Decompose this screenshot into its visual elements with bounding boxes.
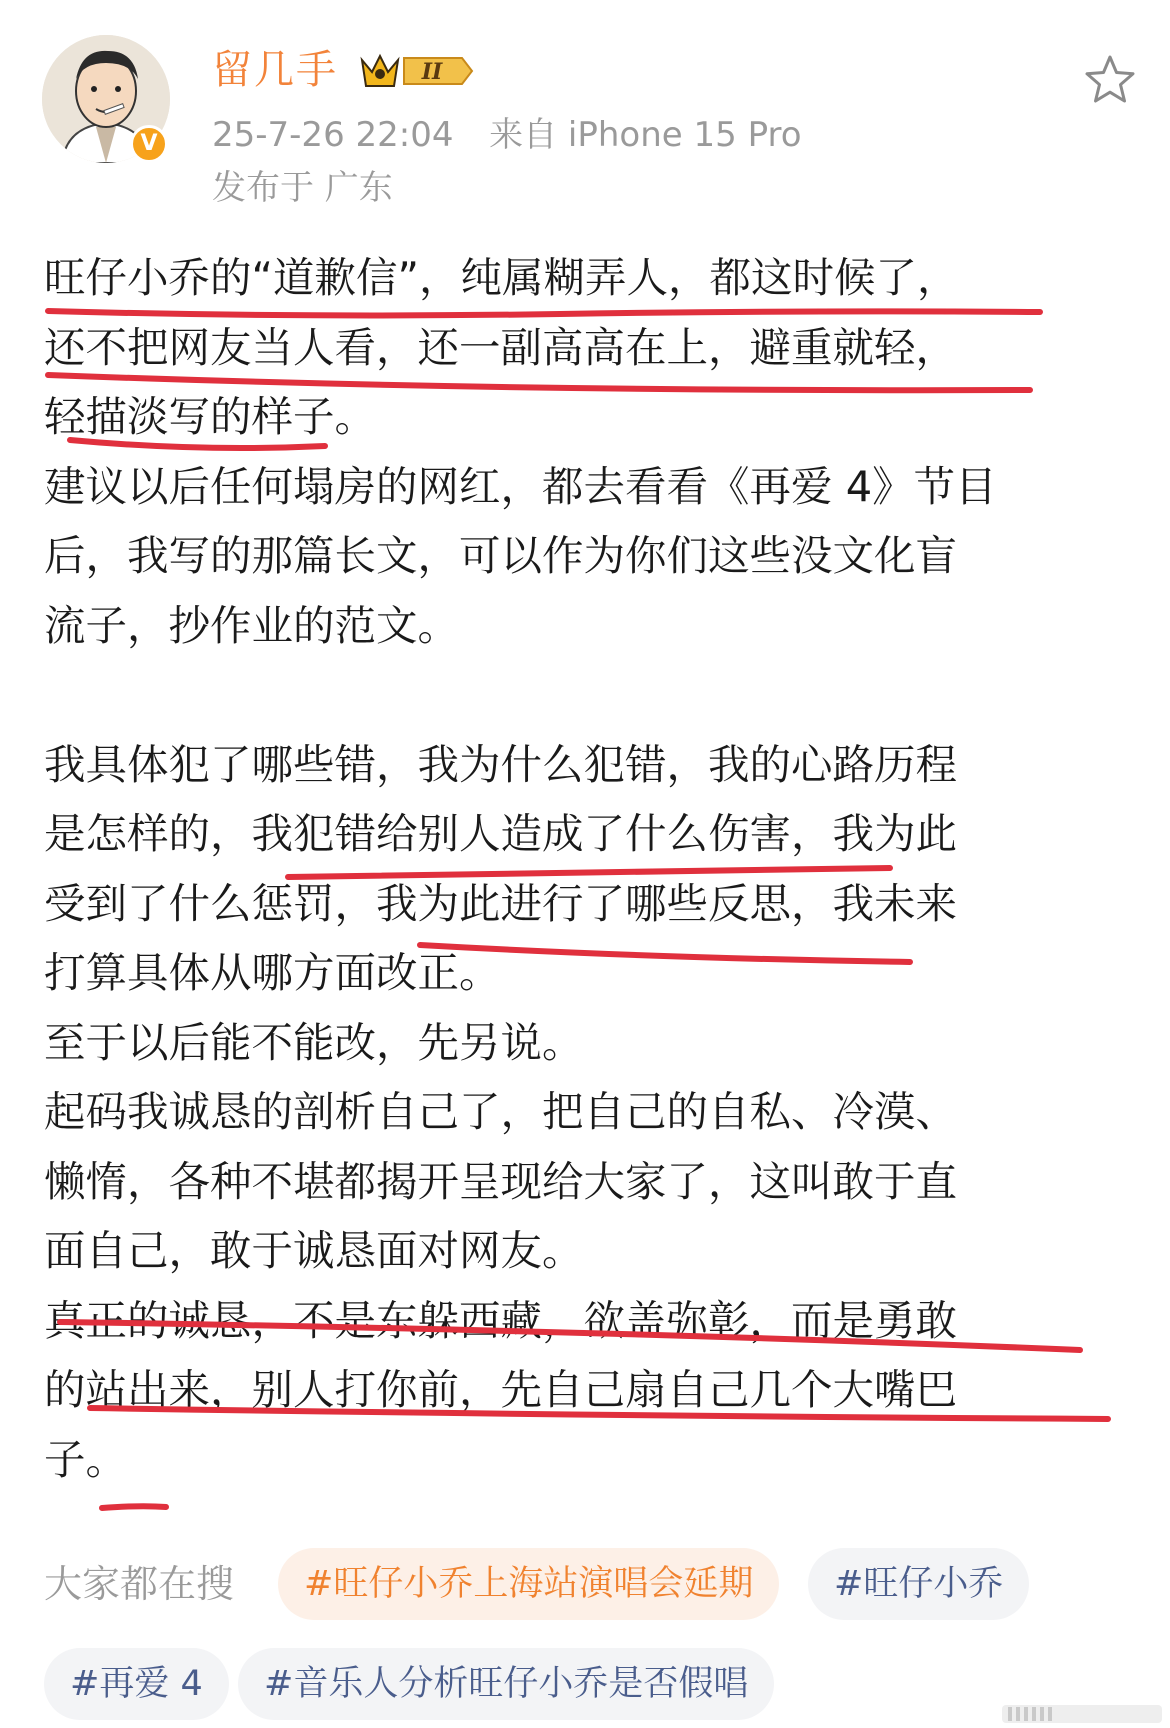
crown-level-icon (358, 48, 478, 94)
author-name[interactable]: 留几手 (212, 47, 338, 93)
trending-tag[interactable]: #旺仔小乔上海站演唱会延期 (278, 1548, 779, 1620)
body-line: 还不把网友当人看，还一副高高在上，避重就轻， (44, 322, 958, 372)
body-line: 起码我诚恳的剖析自己了，把自己的自私、冷漠、 (44, 1087, 958, 1136)
body-line: 后，我写的那篇长文，可以作为你们这些没文化盲 (44, 531, 958, 580)
star-outline-icon[interactable] (1082, 52, 1138, 108)
body-line: 面自己，敢于诚恳面对网友。 (44, 1226, 584, 1275)
verified-badge-icon: V (130, 125, 168, 163)
body-line: 子。 (44, 1434, 128, 1484)
body-line: 我具体犯了哪些错，我为什么犯错，我的心路历程 (44, 739, 958, 789)
post-source: 来自 iPhone 15 Pro (489, 115, 802, 155)
underline-stroke (102, 1506, 166, 1508)
body-line: 建议以后任何塌房的网红，都去看看《再爱 4》节目 (44, 461, 997, 511)
body-line: 轻描淡写的样子。 (44, 392, 377, 441)
body-line: 打算具体从哪方面改正。 (44, 948, 501, 997)
body-line: 真正的诚恳，不是东躲西藏，欲盖弥彰，而是勇敢 (44, 1295, 958, 1345)
body-line: 是怎样的，我犯错给别人造成了什么伤害，我为此 (44, 809, 958, 858)
trending-tag[interactable]: #音乐人分析旺仔小乔是否假唱 (238, 1648, 774, 1720)
post-location: 发布于 广东 (212, 168, 393, 208)
post-meta (212, 112, 802, 158)
trending-search-label: 大家都在搜 (44, 1562, 235, 1606)
trending-tag[interactable]: #再爱 4 (44, 1648, 229, 1720)
body-line: 受到了什么惩罚，我为此进行了哪些反思，我未来 (44, 878, 958, 928)
body-line: 至于以后能不能改，先另说。 (44, 1017, 584, 1067)
scroll-indicator (1002, 1703, 1162, 1725)
post-header (0, 0, 1170, 220)
post-body (44, 243, 1144, 1494)
blank-line (44, 660, 1144, 730)
body-line: 流子，抄作业的范文。 (44, 600, 460, 650)
body-line: 懒惰，各种不堪都揭开呈现给大家了，这叫敢于直 (44, 1156, 958, 1206)
post-timestamp: 25-7-26 22:04 (212, 115, 454, 155)
body-line: 的站出来，别人打你前，先自己扇自己几个大嘴巴 (44, 1365, 958, 1414)
trending-tag[interactable]: #旺仔小乔 (808, 1548, 1029, 1620)
body-line: 旺仔小乔的“道歉信”，纯属糊弄人，都这时候了， (44, 253, 959, 302)
level-badge-text: II (421, 59, 443, 85)
